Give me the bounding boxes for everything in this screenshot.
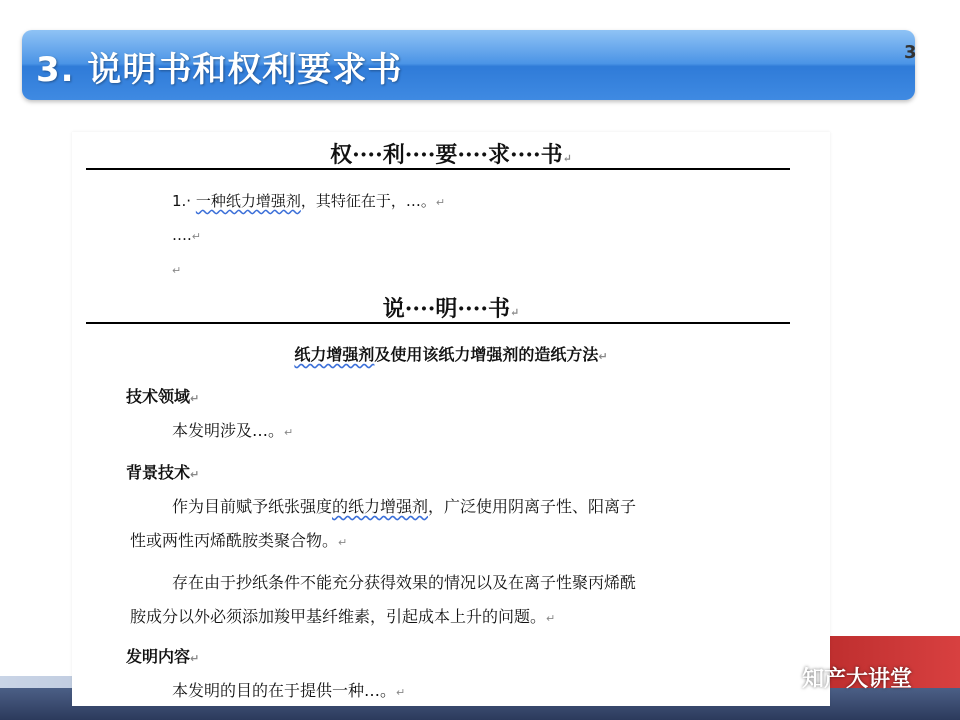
return-mark: ↵ — [598, 350, 608, 363]
description-heading — [72, 292, 830, 323]
claim-rest: ，其特征在于，…。 — [300, 192, 436, 210]
background-p1-part-a: 作为目前赋予纸张强度 — [172, 497, 333, 516]
background-p2-line1 — [172, 570, 636, 593]
title-banner — [22, 30, 915, 100]
field-text — [172, 418, 293, 441]
document-panel — [72, 132, 830, 706]
background-p2-line2 — [130, 604, 555, 627]
field-text-content: 本发明涉及…。 — [172, 421, 285, 440]
return-mark: ↵ — [284, 426, 294, 439]
section-background-heading — [126, 460, 199, 483]
slide-title: 3. 说明书和权利要求书 — [36, 50, 403, 90]
return-mark: ↵ — [338, 536, 348, 549]
return-mark: ↵ — [562, 152, 572, 165]
return-mark: ↵ — [191, 230, 201, 243]
background-p1-part-b: ，广泛使用阴离子性、阳离子 — [428, 497, 637, 516]
return-mark: ↵ — [510, 306, 520, 319]
claim-continuation — [172, 226, 201, 244]
section-field-heading — [126, 384, 199, 407]
background-p1-part-c: 性或两性丙烯酰胺类聚合物。 — [130, 531, 339, 550]
watermark — [762, 662, 912, 692]
empty-line — [172, 260, 181, 278]
summary-heading-text: 发明内容 — [126, 647, 191, 666]
watermark-text: 知产大讲堂 — [802, 666, 913, 692]
return-mark: ↵ — [546, 612, 556, 625]
return-mark: ↵ — [396, 686, 406, 699]
background-heading-text: 背景技术 — [126, 463, 191, 482]
claims-rule — [86, 168, 790, 170]
background-p1-line2 — [130, 528, 347, 551]
claim-number: 1.· — [172, 192, 196, 210]
summary-text-content: 本发明的目的在于提供一种…。 — [172, 681, 397, 700]
return-mark: ↵ — [172, 264, 182, 277]
claim-1 — [172, 190, 445, 211]
edge-mark: 3 — [904, 42, 917, 63]
return-mark: ↵ — [435, 196, 446, 209]
invention-title-rest: 及使用该纸力增强剂的造纸方法 — [374, 345, 599, 364]
summary-text — [172, 678, 405, 701]
background-p2-part-a: 存在由于抄纸条件不能充分获得效果的情况以及在离子性聚丙烯酰 — [172, 573, 637, 592]
background-p2-part-b: 胺成分以外必须添加羧甲基纤维素，引起成本上升的问题。 — [130, 607, 547, 626]
section-summary-heading — [126, 644, 199, 667]
claim-ellipsis: …. — [172, 226, 192, 244]
field-heading-text: 技术领域 — [126, 387, 191, 406]
claims-heading — [72, 138, 830, 169]
return-mark: ↵ — [190, 652, 200, 665]
invention-title — [72, 342, 830, 365]
wechat-icon — [762, 664, 796, 690]
description-rule — [86, 322, 790, 324]
background-p1-term: 的纸力增强剂 — [332, 497, 429, 516]
claims-heading-text: 权····利····要····求····书 — [330, 142, 563, 168]
background-p1-line1 — [172, 494, 636, 517]
claim-term: 一种纸力增强剂 — [195, 192, 301, 210]
return-mark: ↵ — [190, 468, 200, 481]
description-heading-text: 说····明····书 — [382, 296, 511, 322]
return-mark: ↵ — [190, 392, 200, 405]
invention-title-term: 纸力增强剂 — [294, 345, 375, 364]
